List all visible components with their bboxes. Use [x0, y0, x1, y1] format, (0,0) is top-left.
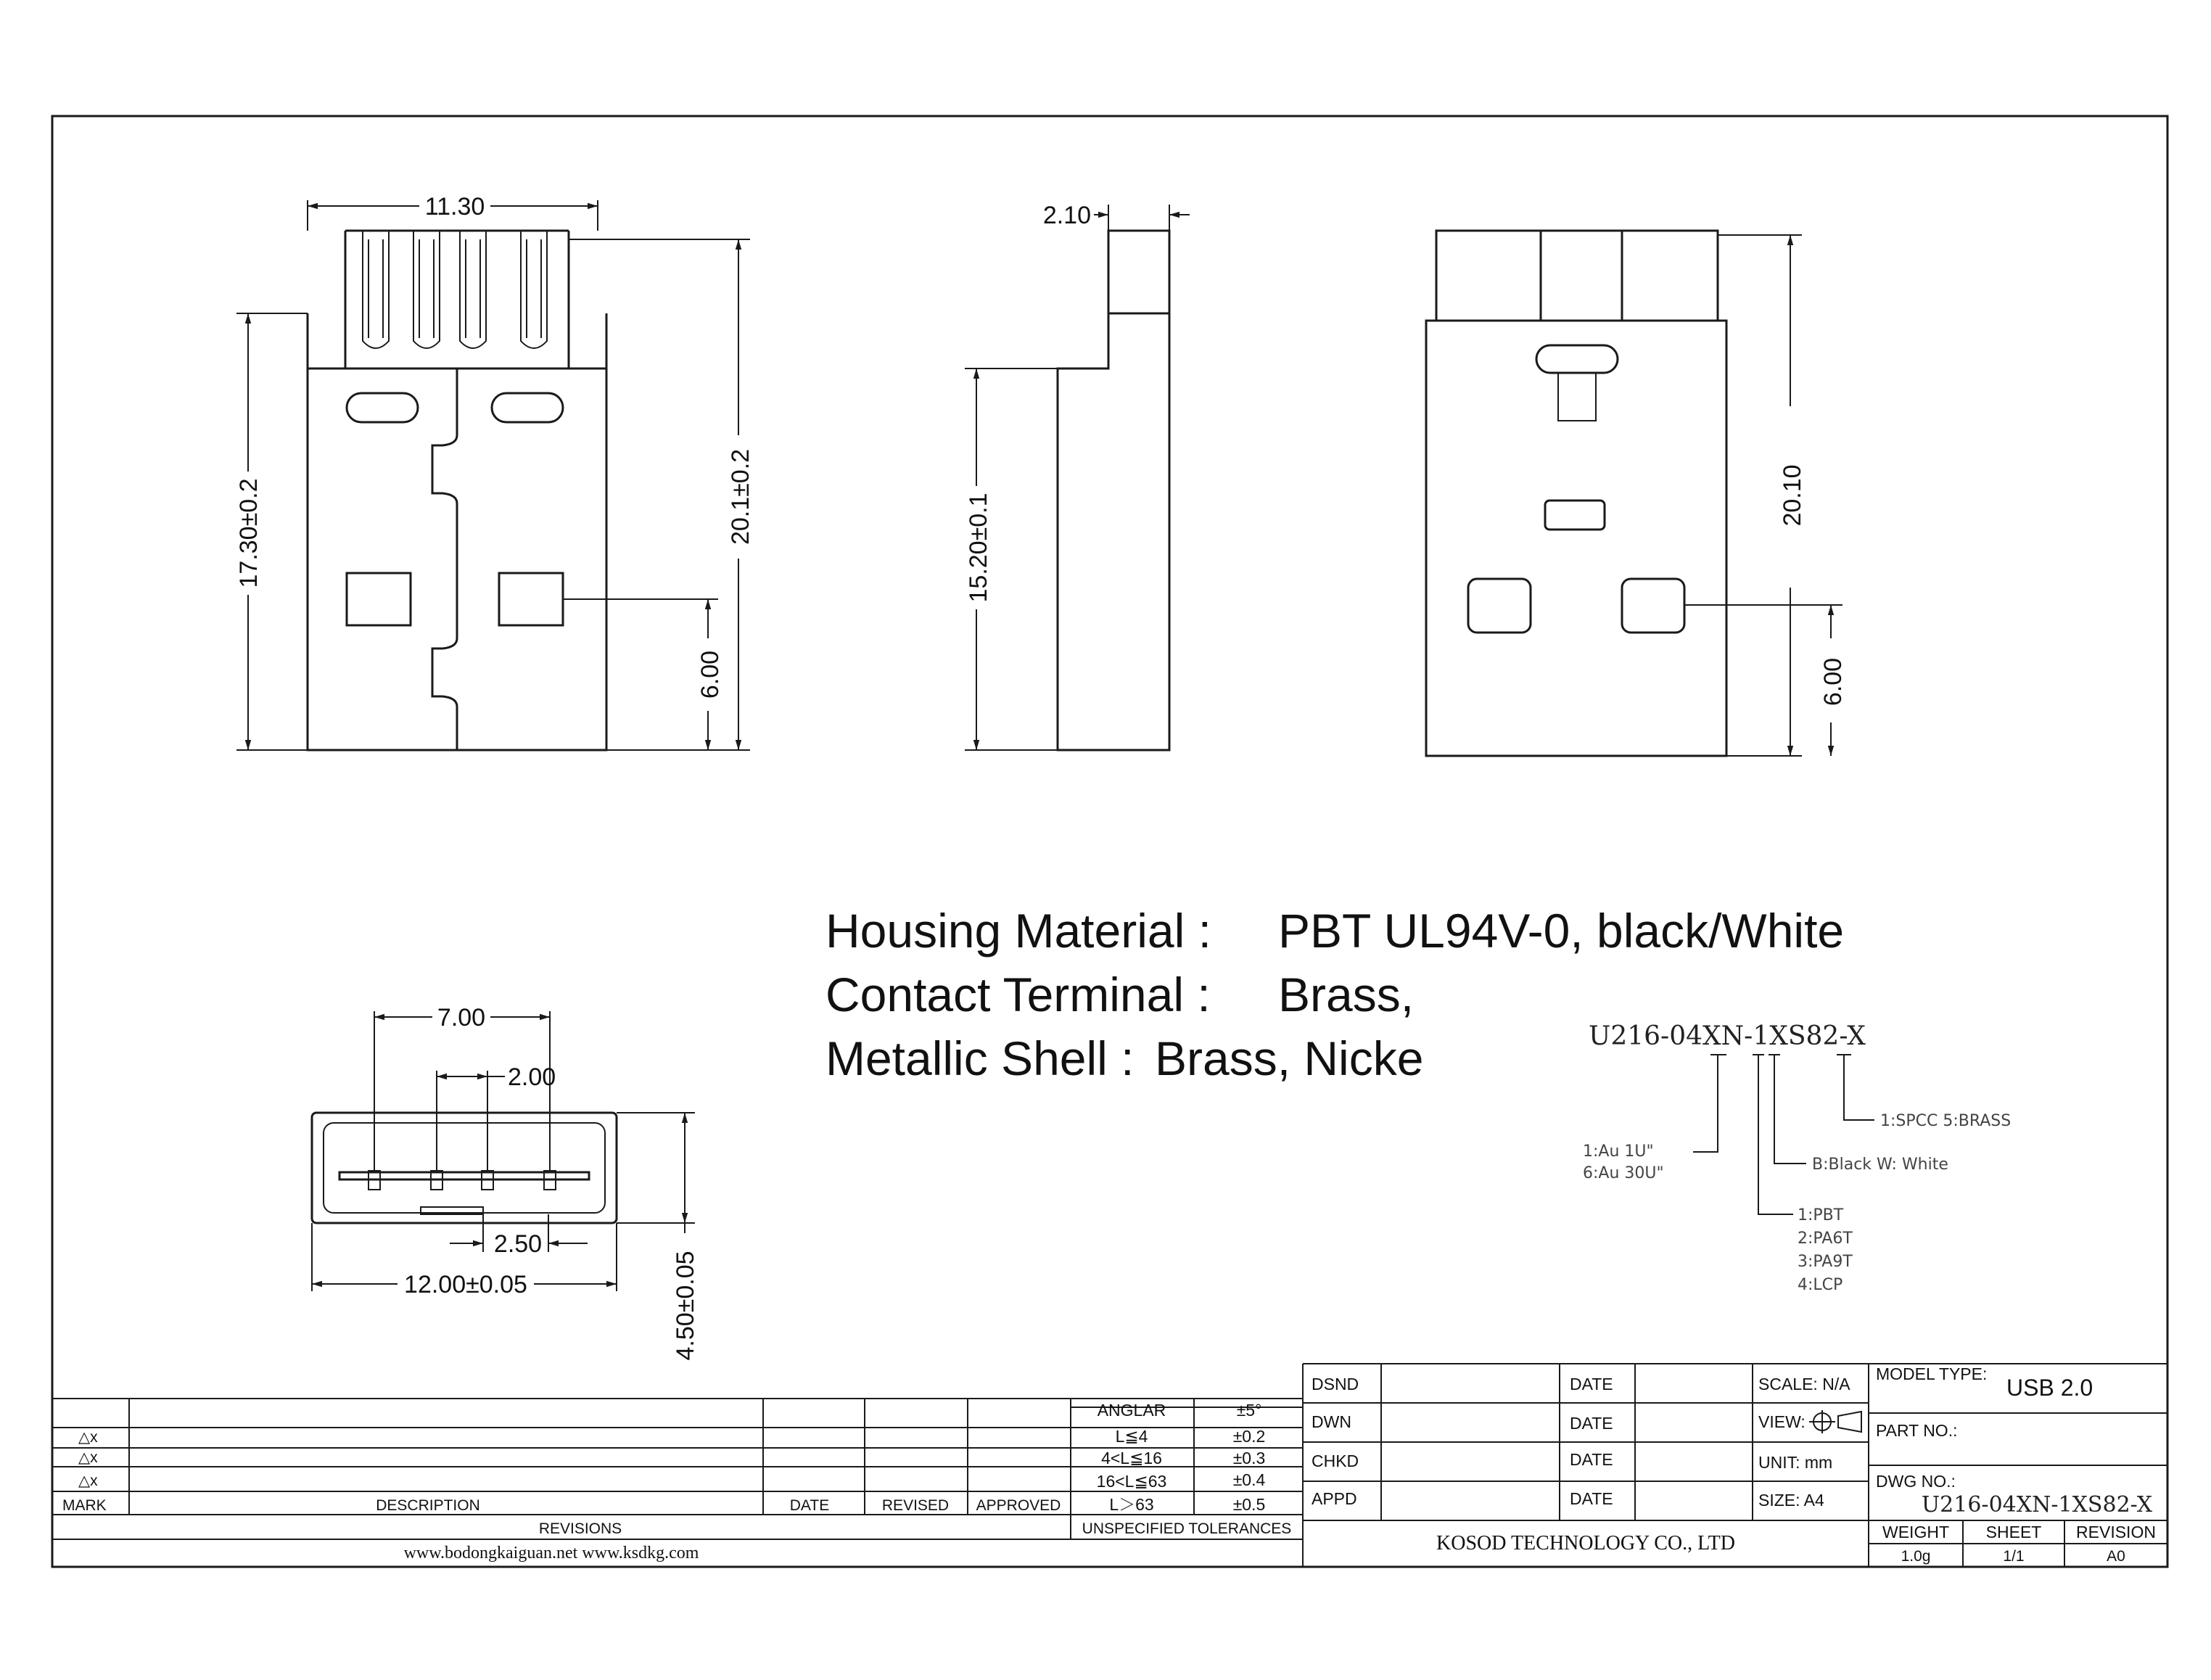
dim-height-right: 20.1±0.2	[727, 448, 754, 545]
side-view	[1058, 231, 1169, 750]
dim-hole-back: 6.00	[1819, 657, 1847, 707]
appd-label: APPD	[1312, 1489, 1357, 1508]
tol-range-4: 16<L≦63	[1096, 1472, 1167, 1491]
plating-option-2: 6:Au 30U"	[1583, 1164, 1664, 1182]
dim-height-left: 17.30±0.2	[235, 478, 263, 588]
revised-header: REVISED	[881, 1497, 950, 1514]
tol-value-3: ±0.3	[1232, 1449, 1266, 1467]
revision-row-1: △x	[78, 1429, 98, 1446]
tol-range-2: L≦4	[1115, 1427, 1148, 1446]
housing-option-3: 3:PA9T	[1798, 1253, 1853, 1271]
sheet-value: 1/1	[2003, 1548, 2025, 1565]
front-view-dimensions	[235, 193, 754, 750]
weight-value: 1.0g	[1901, 1548, 1931, 1565]
plating-option-1: 1:Au 1U"	[1583, 1142, 1654, 1161]
housing-material-label: Housing Material :	[825, 904, 1211, 958]
dim-side-thickness: 2.10	[1042, 202, 1091, 229]
housing-option-1: 1:PBT	[1798, 1206, 1844, 1224]
tol-range-5: L＞63	[1109, 1495, 1154, 1514]
tol-value-4: ±0.4	[1232, 1470, 1266, 1489]
dim-slot-width: 2.50	[493, 1230, 543, 1258]
date-label-3: DATE	[1570, 1450, 1613, 1469]
dim-back-height: 20.10	[1779, 464, 1806, 527]
end-view-dimensions	[312, 1004, 699, 1361]
view-label: VIEW:	[1758, 1412, 1806, 1431]
tol-value-1: ±5°	[1236, 1401, 1262, 1420]
tol-value-2: ±0.2	[1232, 1427, 1266, 1446]
back-view-dimensions	[1684, 235, 1847, 756]
dwn-label: DWN	[1312, 1412, 1351, 1431]
model-type-value: USB 2.0	[2006, 1375, 2093, 1401]
dim-face-width: 12.00±0.05	[404, 1271, 527, 1298]
tol-range-3: 4<L≦16	[1101, 1449, 1162, 1467]
shell-option: 1:SPCC 5:BRASS	[1880, 1112, 2012, 1130]
dim-width-top: 11.30	[424, 193, 485, 221]
color-option: B:Black W: White	[1812, 1156, 1948, 1174]
material-notes	[825, 904, 1844, 1085]
dwg-no-label: DWG NO.:	[1876, 1472, 1956, 1491]
revision-row-3: △x	[78, 1473, 98, 1489]
weight-label: WEIGHT	[1882, 1523, 1949, 1541]
end-view	[312, 1113, 617, 1223]
dsnd-label: DSND	[1312, 1375, 1359, 1393]
revisions-title: REVISIONS	[538, 1520, 622, 1537]
date-header: DATE	[789, 1497, 830, 1514]
housing-option-2: 2:PA6T	[1798, 1230, 1853, 1248]
side-view-dimensions	[965, 202, 1190, 750]
back-view	[1426, 231, 1726, 756]
company-name: KOSOD TECHNOLOGY CO., LTD	[1436, 1532, 1735, 1555]
contact-terminal-value: Brass,	[1278, 968, 1415, 1021]
housing-material-value: PBT UL94V-0, black/White	[1278, 904, 1845, 958]
sheet-border	[52, 116, 2167, 1567]
description-header: DESCRIPTION	[376, 1497, 480, 1514]
part-code-breakdown	[1583, 1021, 2011, 1294]
metallic-shell-value: Brass, Nicke	[1155, 1032, 1424, 1085]
dwg-no-value: U216-04XN-1XS82-X	[1921, 1492, 2153, 1518]
date-label-2: DATE	[1570, 1414, 1613, 1433]
revision-label: REVISION	[2076, 1523, 2156, 1541]
revision-value: A0	[2107, 1548, 2125, 1565]
dim-face-height: 4.50±0.05	[672, 1251, 699, 1361]
date-label-4: DATE	[1570, 1489, 1613, 1508]
revision-row-2: △x	[78, 1449, 98, 1466]
dim-pitch-outer: 7.00	[437, 1004, 486, 1032]
dim-side-height: 15.20±0.1	[965, 493, 992, 603]
sheet-label: SHEET	[1985, 1523, 2042, 1541]
chkd-label: CHKD	[1312, 1452, 1359, 1470]
tolerances-title: UNSPECIFIED TOLERANCES	[1082, 1520, 1292, 1537]
size-label: SIZE: A4	[1758, 1491, 1824, 1510]
projection-symbol-icon	[1809, 1410, 1861, 1433]
tol-value-5: ±0.5	[1232, 1495, 1266, 1514]
dim-hole-front: 6.00	[696, 650, 724, 699]
part-code: U216-04XN-1XS82-X	[1589, 1021, 1866, 1051]
website: www.bodongkaiguan.net www.ksdkg.com	[403, 1544, 699, 1562]
date-label-1: DATE	[1570, 1375, 1613, 1393]
part-no-label: PART NO.:	[1876, 1421, 1958, 1440]
scale-label: SCALE: N/A	[1758, 1375, 1850, 1393]
mark-header: MARK	[62, 1497, 107, 1514]
revisions-table	[52, 1364, 1303, 1567]
model-type-label: MODEL TYPE:	[1876, 1364, 1988, 1383]
unit-label: UNIT: mm	[1758, 1453, 1833, 1472]
title-block	[1303, 1364, 2167, 1567]
contact-terminal-label: Contact Terminal :	[825, 968, 1211, 1021]
housing-option-4: 4:LCP	[1798, 1276, 1843, 1294]
front-view	[308, 231, 606, 750]
metallic-shell-label: Metallic Shell :	[825, 1032, 1135, 1085]
tol-range-1: ANGLAR	[1097, 1401, 1166, 1420]
approved-header: APPROVED	[976, 1497, 1061, 1514]
dim-pitch-inner: 2.00	[508, 1063, 556, 1091]
